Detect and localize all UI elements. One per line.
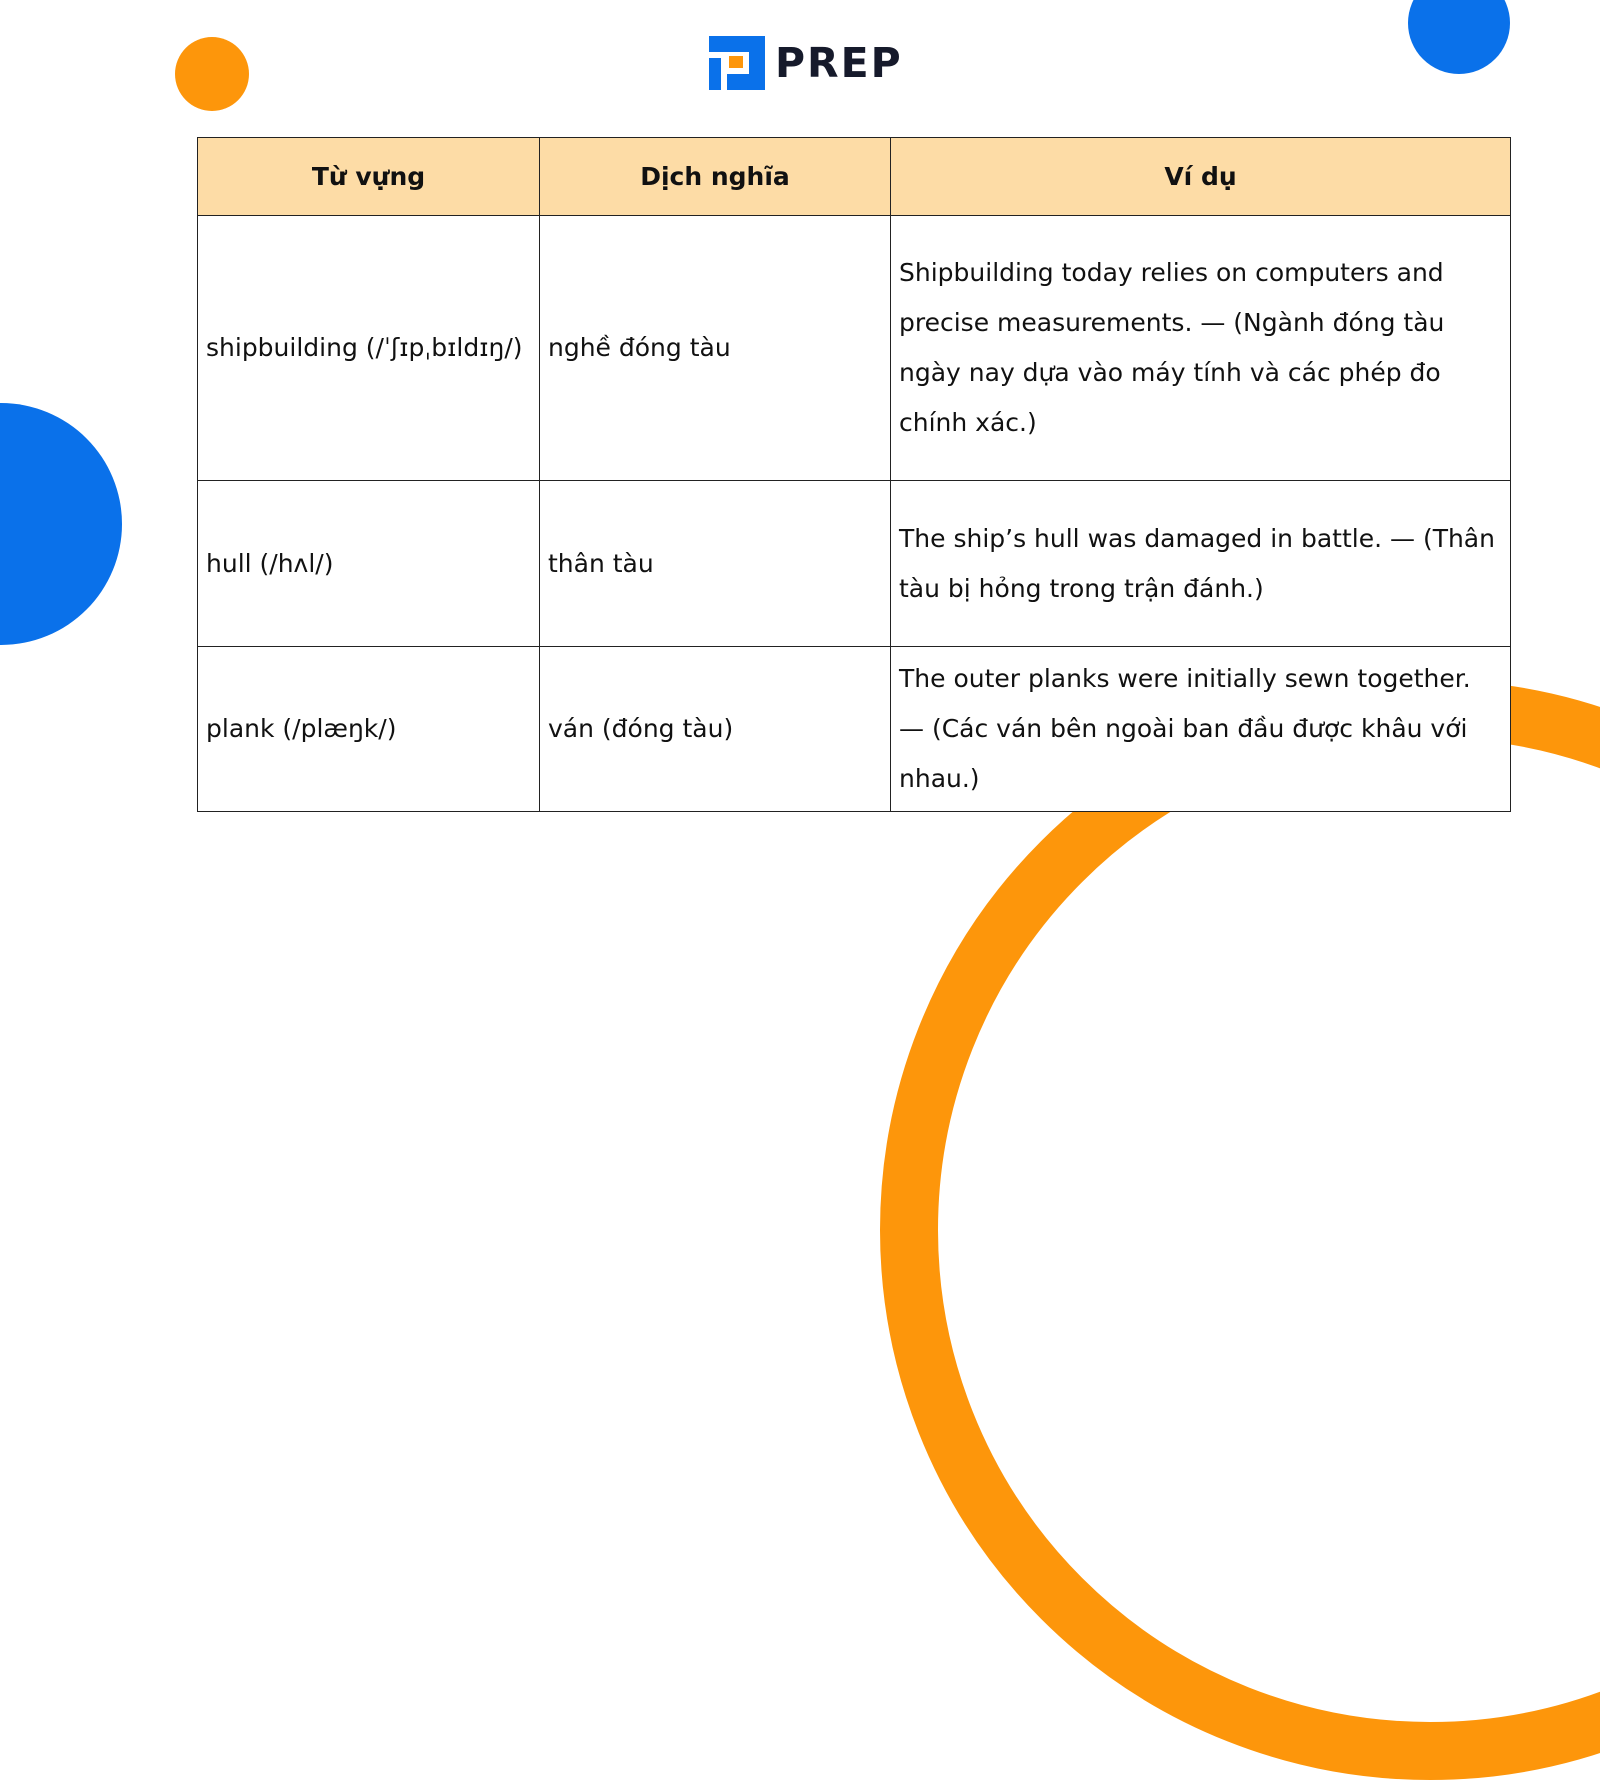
word-cell: hull (/hʌl/)	[198, 481, 540, 647]
meaning-cell: ván (đóng tàu)	[540, 647, 891, 812]
brand-name: PREP	[775, 38, 903, 87]
decorative-blue-circle-top	[1408, 0, 1510, 74]
example-cell: The ship’s hull was damaged in battle. — (Thân tàu bị hỏng trong trận đánh.)	[891, 481, 1511, 647]
prep-logo	[709, 36, 903, 90]
meaning-cell: thân tàu	[540, 481, 891, 647]
table-row	[198, 647, 1511, 812]
decorative-blue-circle-left	[0, 403, 122, 645]
table-row	[198, 481, 1511, 647]
decorative-orange-dot	[175, 37, 249, 111]
vocabulary-table	[197, 137, 1511, 812]
example-cell: Shipbuilding today relies on computers and precise measurements. — (Ngành đóng tàu ngày nay dựa vào máy tính và các phép đo chính xác.)	[891, 216, 1511, 481]
prep-logo-icon	[709, 36, 765, 90]
table-row	[198, 216, 1511, 481]
table-header-row	[198, 138, 1511, 216]
meaning-cell: nghề đóng tàu	[540, 216, 891, 481]
word-cell: shipbuilding (/ˈʃɪpˌbɪldɪŋ/)	[198, 216, 540, 481]
header-meaning: Dịch nghĩa	[540, 138, 891, 216]
decorative-orange-arc	[880, 680, 1600, 1780]
header-example: Ví dụ	[891, 138, 1511, 216]
header-vocabulary: Từ vựng	[198, 138, 540, 216]
example-cell: The outer planks were initially sewn together. — (Các ván bên ngoài ban đầu được khâu với nhau.)	[891, 647, 1511, 812]
word-cell: plank (/plæŋk/)	[198, 647, 540, 812]
